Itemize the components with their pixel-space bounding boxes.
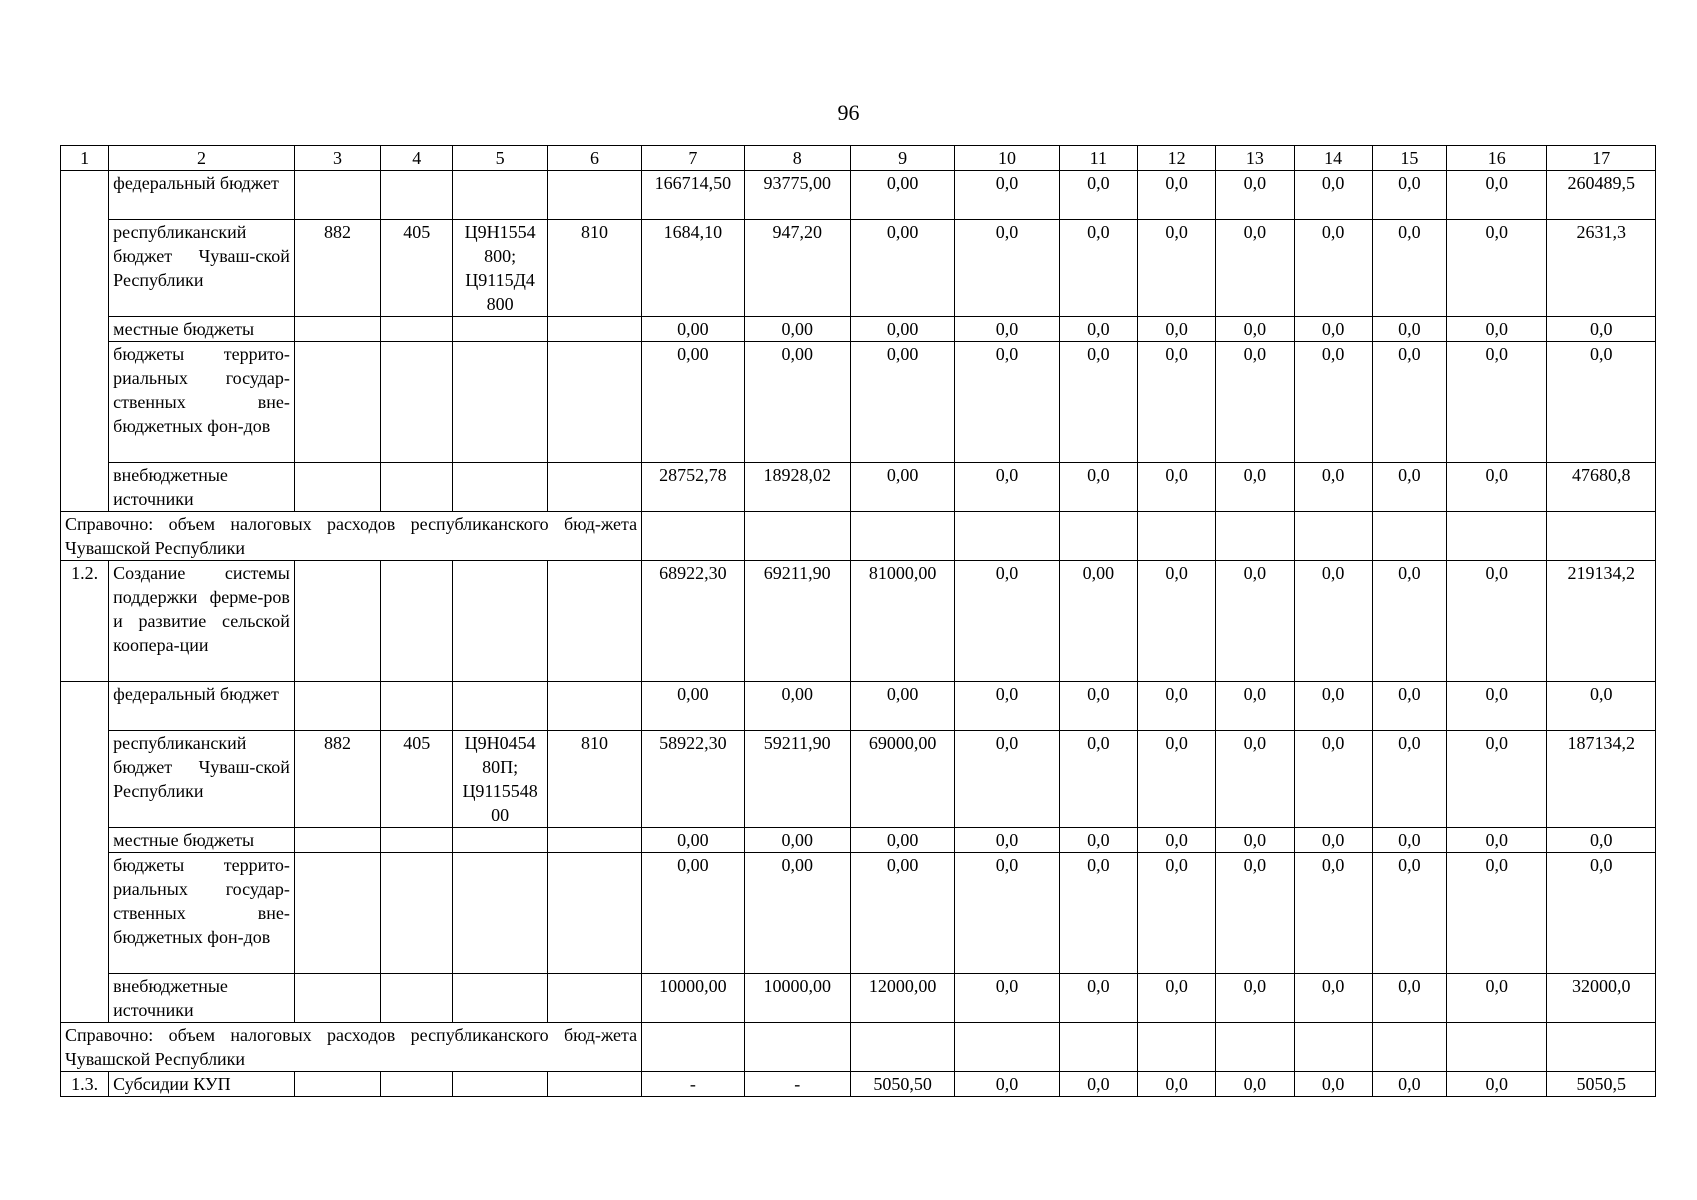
funding-source: внебюджетные источники	[109, 463, 295, 512]
code-ministry: 882	[294, 220, 380, 317]
amount-cell: 0,0	[955, 220, 1059, 317]
empty-cell	[1547, 512, 1656, 561]
amount-cell: 0,0	[1059, 342, 1137, 463]
funding-source: федеральный бюджет	[109, 682, 295, 731]
code-type	[547, 974, 641, 1023]
empty-cell	[642, 1023, 744, 1072]
amount-cell: 0,0	[1447, 853, 1547, 974]
amount-cell: 0,0	[1137, 828, 1215, 853]
column-number: 8	[744, 146, 850, 171]
table-row	[61, 1072, 1656, 1097]
reference-note: Справочно: объем налоговых расходов республиканского бюд-жета Чувашской Республики	[61, 512, 642, 561]
code-ministry	[294, 853, 380, 974]
code-type	[547, 171, 641, 220]
funding-source: внебюджетные источники	[109, 974, 295, 1023]
amount-cell: 0,0	[1447, 974, 1547, 1023]
amount-cell: 0,0	[1547, 828, 1656, 853]
amount-cell: 0,0	[1294, 731, 1372, 828]
amount-cell: 0,0	[1294, 317, 1372, 342]
item-number	[61, 463, 109, 512]
amount-cell: 0,00	[642, 828, 744, 853]
code-section	[381, 561, 453, 682]
amount-cell: 0,0	[1216, 853, 1294, 974]
amount-cell: 0,00	[850, 853, 954, 974]
amount-cell: 0,0	[1137, 561, 1215, 682]
amount-cell: -	[744, 1072, 850, 1097]
item-number	[61, 731, 109, 828]
item-number	[61, 682, 109, 731]
amount-cell: 0,0	[1447, 317, 1547, 342]
amount-cell: 0,0	[1294, 853, 1372, 974]
amount-cell: 0,0	[1294, 171, 1372, 220]
amount-cell: 0,0	[955, 974, 1059, 1023]
amount-cell: 0,0	[1547, 853, 1656, 974]
column-number: 2	[109, 146, 295, 171]
code-type	[547, 1072, 641, 1097]
amount-cell: 0,0	[1372, 561, 1446, 682]
code-ministry: 882	[294, 731, 380, 828]
amount-cell: 0,0	[1137, 220, 1215, 317]
code-target	[453, 463, 547, 512]
amount-cell: 0,0	[955, 463, 1059, 512]
amount-cell: 0,00	[642, 853, 744, 974]
amount-cell: 0,00	[850, 342, 954, 463]
amount-cell: 0,0	[1294, 342, 1372, 463]
table-row	[61, 731, 1656, 828]
code-ministry	[294, 342, 380, 463]
table-row	[61, 1023, 1656, 1072]
amount-cell: 0,0	[1294, 463, 1372, 512]
code-target: Ц9Н0454 80П; Ц9115548 00	[453, 731, 547, 828]
empty-cell	[1059, 1023, 1137, 1072]
table-row	[61, 853, 1656, 974]
code-section	[381, 463, 453, 512]
empty-cell	[955, 512, 1059, 561]
empty-cell	[1547, 1023, 1656, 1072]
empty-cell	[850, 512, 954, 561]
column-number: 5	[453, 146, 547, 171]
amount-cell: 18928,02	[744, 463, 850, 512]
amount-cell: 0,00	[850, 171, 954, 220]
empty-cell	[1137, 512, 1215, 561]
amount-cell: 0,0	[1372, 853, 1446, 974]
column-number: 16	[1447, 146, 1547, 171]
amount-cell: 0,0	[1372, 731, 1446, 828]
item-number: 1.2.	[61, 561, 109, 682]
amount-cell: 0,0	[1372, 171, 1446, 220]
amount-cell: 28752,78	[642, 463, 744, 512]
empty-cell	[744, 1023, 850, 1072]
amount-cell: 93775,00	[744, 171, 850, 220]
item-number	[61, 828, 109, 853]
empty-cell	[1216, 512, 1294, 561]
column-number: 1	[61, 146, 109, 171]
code-section	[381, 828, 453, 853]
table-row	[61, 220, 1656, 317]
empty-cell	[1137, 1023, 1215, 1072]
amount-cell: 0,0	[1547, 682, 1656, 731]
amount-cell: 68922,30	[642, 561, 744, 682]
amount-cell: 0,0	[955, 853, 1059, 974]
amount-cell: 0,0	[1294, 220, 1372, 317]
item-number	[61, 171, 109, 220]
amount-cell: 1684,10	[642, 220, 744, 317]
funding-source: местные бюджеты	[109, 828, 295, 853]
funding-source: местные бюджеты	[109, 317, 295, 342]
amount-cell: 0,0	[1216, 561, 1294, 682]
item-number	[61, 974, 109, 1023]
amount-cell: 187134,2	[1547, 731, 1656, 828]
amount-cell: 0,0	[1447, 463, 1547, 512]
code-target	[453, 682, 547, 731]
table-row	[61, 561, 1656, 682]
amount-cell: 0,00	[744, 828, 850, 853]
code-target	[453, 317, 547, 342]
amount-cell: 0,0	[1447, 1072, 1547, 1097]
table-row	[61, 317, 1656, 342]
table-row	[61, 342, 1656, 463]
item-number	[61, 220, 109, 317]
amount-cell: 0,0	[1294, 828, 1372, 853]
amount-cell: 0,0	[1294, 1072, 1372, 1097]
empty-cell	[1059, 512, 1137, 561]
amount-cell: 0,0	[1447, 682, 1547, 731]
table-row	[61, 682, 1656, 731]
code-ministry	[294, 682, 380, 731]
empty-cell	[1294, 512, 1372, 561]
amount-cell: 0,00	[744, 853, 850, 974]
code-target	[453, 974, 547, 1023]
code-section	[381, 682, 453, 731]
amount-cell: 0,0	[1372, 463, 1446, 512]
page-number: 96	[837, 100, 860, 125]
amount-cell: 59211,90	[744, 731, 850, 828]
amount-cell: 0,00	[850, 317, 954, 342]
amount-cell: 0,0	[1216, 828, 1294, 853]
code-section	[381, 317, 453, 342]
column-number: 3	[294, 146, 380, 171]
amount-cell: 47680,8	[1547, 463, 1656, 512]
item-number	[61, 342, 109, 463]
amount-cell: 0,0	[1216, 220, 1294, 317]
amount-cell: 0,0	[1137, 1072, 1215, 1097]
code-ministry	[294, 974, 380, 1023]
code-type	[547, 342, 641, 463]
amount-cell: -	[642, 1072, 744, 1097]
code-ministry	[294, 561, 380, 682]
code-section	[381, 171, 453, 220]
code-type: 810	[547, 220, 641, 317]
column-number: 9	[850, 146, 954, 171]
code-target	[453, 171, 547, 220]
amount-cell: 10000,00	[744, 974, 850, 1023]
budget-table	[60, 145, 1656, 1097]
empty-cell	[955, 1023, 1059, 1072]
empty-cell	[1372, 512, 1446, 561]
amount-cell: 0,0	[1059, 463, 1137, 512]
amount-cell: 0,0	[1059, 828, 1137, 853]
amount-cell: 0,00	[642, 342, 744, 463]
amount-cell: 0,0	[1216, 317, 1294, 342]
empty-cell	[850, 1023, 954, 1072]
amount-cell: 12000,00	[850, 974, 954, 1023]
amount-cell: 0,0	[1059, 731, 1137, 828]
column-number: 7	[642, 146, 744, 171]
amount-cell: 0,0	[955, 171, 1059, 220]
column-number: 4	[381, 146, 453, 171]
amount-cell: 5050,5	[1547, 1072, 1656, 1097]
amount-cell: 0,0	[1372, 317, 1446, 342]
amount-cell: 32000,0	[1547, 974, 1656, 1023]
amount-cell: 0,0	[1216, 1072, 1294, 1097]
code-ministry	[294, 171, 380, 220]
amount-cell: 0,0	[1059, 171, 1137, 220]
amount-cell: 947,20	[744, 220, 850, 317]
code-ministry	[294, 828, 380, 853]
amount-cell: 0,0	[1216, 171, 1294, 220]
table-row	[61, 512, 1656, 561]
amount-cell: 0,0	[1137, 974, 1215, 1023]
code-target	[453, 853, 547, 974]
table-row	[61, 828, 1656, 853]
amount-cell: 58922,30	[642, 731, 744, 828]
empty-cell	[642, 512, 744, 561]
amount-cell: 0,0	[955, 1072, 1059, 1097]
amount-cell: 0,0	[1137, 731, 1215, 828]
amount-cell: 0,00	[744, 682, 850, 731]
column-number: 17	[1547, 146, 1656, 171]
amount-cell: 0,0	[1447, 561, 1547, 682]
amount-cell: 0,0	[1216, 342, 1294, 463]
amount-cell: 0,0	[1216, 974, 1294, 1023]
amount-cell: 0,0	[1137, 853, 1215, 974]
column-number: 11	[1059, 146, 1137, 171]
empty-cell	[1447, 512, 1547, 561]
amount-cell: 0,0	[1447, 220, 1547, 317]
amount-cell: 10000,00	[642, 974, 744, 1023]
amount-cell: 0,0	[1059, 974, 1137, 1023]
code-section	[381, 974, 453, 1023]
item-title: Создание системы поддержки ферме-ров и развитие сельской коопера-ции	[109, 561, 295, 682]
amount-cell: 0,0	[1294, 561, 1372, 682]
item-number	[61, 317, 109, 342]
code-section	[381, 1072, 453, 1097]
amount-cell: 0,0	[955, 682, 1059, 731]
amount-cell: 0,00	[850, 682, 954, 731]
amount-cell: 0,0	[955, 828, 1059, 853]
item-title: Субсидии КУП	[109, 1072, 295, 1097]
reference-note: Справочно: объем налоговых расходов республиканского бюд-жета Чувашской Республики	[61, 1023, 642, 1072]
amount-cell: 0,0	[955, 731, 1059, 828]
column-number: 14	[1294, 146, 1372, 171]
amount-cell: 0,0	[1372, 220, 1446, 317]
code-section	[381, 342, 453, 463]
amount-cell: 0,0	[1137, 463, 1215, 512]
empty-cell	[1294, 1023, 1372, 1072]
amount-cell: 0,0	[1216, 463, 1294, 512]
amount-cell: 0,0	[1137, 682, 1215, 731]
amount-cell: 0,0	[1372, 974, 1446, 1023]
code-type	[547, 828, 641, 853]
amount-cell: 260489,5	[1547, 171, 1656, 220]
code-ministry	[294, 463, 380, 512]
amount-cell: 0,00	[744, 342, 850, 463]
amount-cell: 0,0	[1447, 731, 1547, 828]
code-section: 405	[381, 731, 453, 828]
amount-cell: 0,00	[1059, 561, 1137, 682]
code-target	[453, 1072, 547, 1097]
amount-cell: 0,0	[1059, 682, 1137, 731]
amount-cell: 0,0	[1294, 682, 1372, 731]
amount-cell: 0,00	[744, 317, 850, 342]
column-number-row	[61, 146, 1656, 171]
amount-cell: 0,0	[1294, 974, 1372, 1023]
amount-cell: 0,0	[1059, 1072, 1137, 1097]
amount-cell: 166714,50	[642, 171, 744, 220]
code-section	[381, 853, 453, 974]
table-row	[61, 974, 1656, 1023]
empty-cell	[1372, 1023, 1446, 1072]
amount-cell: 0,00	[850, 463, 954, 512]
item-number: 1.3.	[61, 1072, 109, 1097]
funding-source: республиканский бюджет Чуваш-ской Республики	[109, 731, 295, 828]
amount-cell: 69211,90	[744, 561, 850, 682]
code-ministry	[294, 1072, 380, 1097]
table-body	[61, 146, 1656, 1097]
amount-cell: 0,0	[955, 342, 1059, 463]
amount-cell: 0,0	[1447, 828, 1547, 853]
code-target: Ц9Н1554 800; Ц9115Д4 800	[453, 220, 547, 317]
amount-cell: 0,0	[1216, 731, 1294, 828]
amount-cell: 0,0	[1059, 317, 1137, 342]
amount-cell: 0,0	[1059, 220, 1137, 317]
amount-cell: 0,00	[850, 828, 954, 853]
amount-cell: 0,0	[955, 317, 1059, 342]
amount-cell: 0,0	[1372, 828, 1446, 853]
amount-cell: 0,0	[1447, 342, 1547, 463]
amount-cell: 0,0	[1137, 317, 1215, 342]
empty-cell	[1447, 1023, 1547, 1072]
code-type	[547, 853, 641, 974]
amount-cell: 0,00	[642, 682, 744, 731]
code-target	[453, 828, 547, 853]
code-target	[453, 342, 547, 463]
funding-source: федеральный бюджет	[109, 171, 295, 220]
column-number: 15	[1372, 146, 1446, 171]
amount-cell: 0,0	[1547, 317, 1656, 342]
code-section: 405	[381, 220, 453, 317]
amount-cell: 81000,00	[850, 561, 954, 682]
empty-cell	[744, 512, 850, 561]
funding-source: бюджеты террито-риальных государ-ственных вне-бюджетных фон-дов	[109, 853, 295, 974]
amount-cell: 0,0	[1372, 682, 1446, 731]
code-target	[453, 561, 547, 682]
code-type	[547, 561, 641, 682]
table-row	[61, 463, 1656, 512]
item-number	[61, 853, 109, 974]
amount-cell: 0,0	[955, 561, 1059, 682]
amount-cell: 2631,3	[1547, 220, 1656, 317]
column-number: 12	[1137, 146, 1215, 171]
amount-cell: 0,0	[1447, 171, 1547, 220]
funding-source: республиканский бюджет Чуваш-ской Республики	[109, 220, 295, 317]
code-type	[547, 463, 641, 512]
amount-cell: 0,0	[1137, 171, 1215, 220]
amount-cell: 5050,50	[850, 1072, 954, 1097]
column-number: 13	[1216, 146, 1294, 171]
amount-cell: 0,0	[1059, 853, 1137, 974]
column-number: 10	[955, 146, 1059, 171]
code-ministry	[294, 317, 380, 342]
amount-cell: 219134,2	[1547, 561, 1656, 682]
amount-cell: 0,0	[1137, 342, 1215, 463]
code-type	[547, 317, 641, 342]
code-type: 810	[547, 731, 641, 828]
amount-cell: 0,00	[850, 220, 954, 317]
amount-cell: 0,0	[1547, 342, 1656, 463]
empty-cell	[1216, 1023, 1294, 1072]
amount-cell: 0,0	[1372, 342, 1446, 463]
table-row	[61, 171, 1656, 220]
funding-source: бюджеты террито-риальных государ-ственных вне-бюджетных фон-дов	[109, 342, 295, 463]
amount-cell: 0,00	[642, 317, 744, 342]
amount-cell: 0,0	[1216, 682, 1294, 731]
column-number: 6	[547, 146, 641, 171]
amount-cell: 69000,00	[850, 731, 954, 828]
code-type	[547, 682, 641, 731]
amount-cell: 0,0	[1372, 1072, 1446, 1097]
